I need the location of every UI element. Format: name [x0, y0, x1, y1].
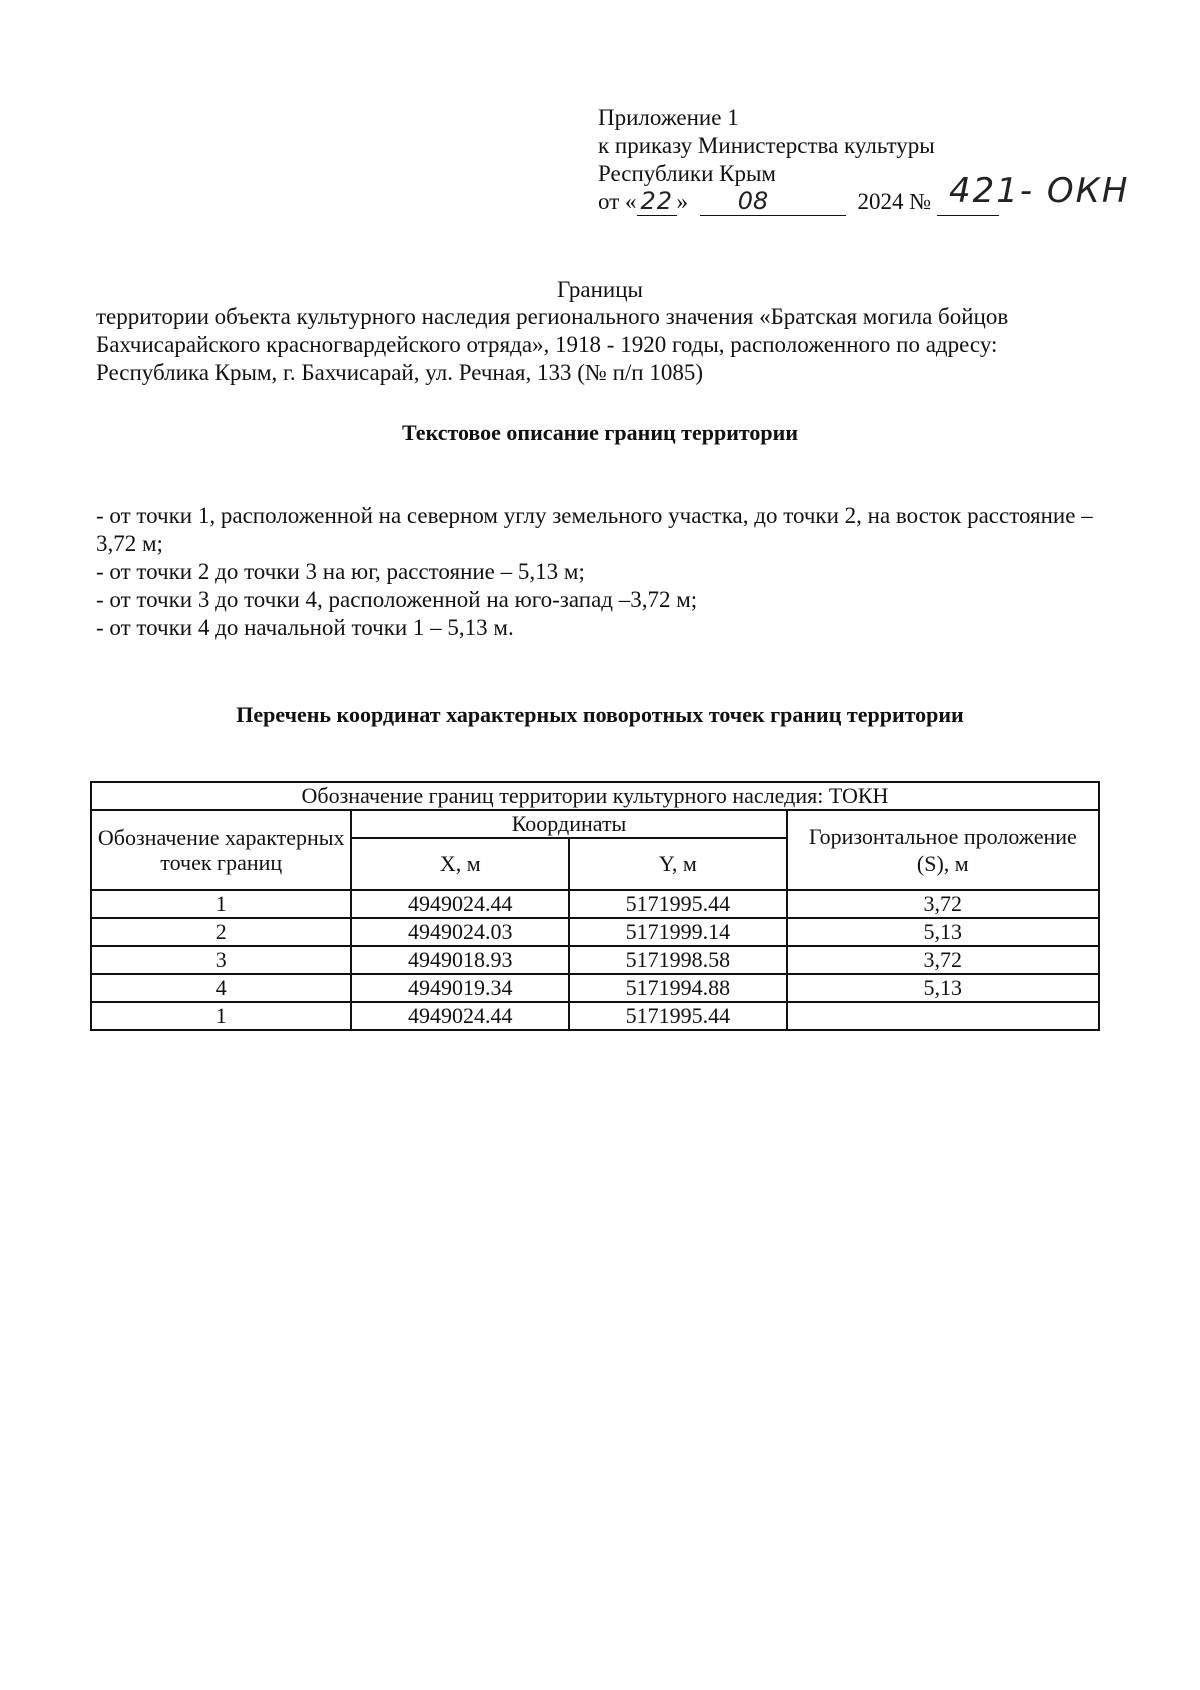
- date-mid: »: [676, 189, 688, 214]
- header-point: Обозначение характерных точек границ: [91, 810, 351, 890]
- cell-point: 2: [91, 918, 351, 946]
- cell-x: 4949018.93: [351, 946, 569, 974]
- boundary-description: [96, 502, 1106, 642]
- document-title: Границы: [557, 277, 643, 302]
- annex-line-2: к приказу Министерства культуры: [598, 133, 935, 158]
- cell-y: 5171994.88: [569, 974, 787, 1002]
- header-horizontal-distance: Горизонтальное проложение (S), м: [787, 810, 1099, 890]
- header-coordinates: Координаты: [351, 810, 786, 838]
- table-row: [91, 946, 1099, 974]
- cell-s: 3,72: [787, 946, 1099, 974]
- annex-line-1: Приложение 1: [598, 105, 739, 130]
- table-row: [91, 918, 1099, 946]
- order-number-handwritten: 421- ОКН: [948, 171, 1130, 211]
- date-day-blank: [637, 187, 677, 216]
- cell-s: 3,72: [787, 890, 1099, 918]
- cell-x: 4949024.44: [351, 890, 569, 918]
- description-item: - от точки 3 до точки 4, расположенной на юго-запад –3,72 м;: [96, 587, 698, 612]
- cell-s: 5,13: [787, 974, 1099, 1002]
- cell-y: 5171995.44: [569, 890, 787, 918]
- cell-y: 5171998.58: [569, 946, 787, 974]
- cell-y: 5171995.44: [569, 1002, 787, 1030]
- cell-point: 1: [91, 1002, 351, 1030]
- cell-x: 4949024.44: [351, 1002, 569, 1030]
- date-prefix: от «: [598, 189, 637, 214]
- text-description-title: Текстовое описание границ территории: [401, 420, 799, 445]
- date-day-handwritten: 22: [640, 187, 674, 215]
- cell-x: 4949019.34: [351, 974, 569, 1002]
- cell-point: 1: [91, 890, 351, 918]
- cell-s: [787, 1002, 1099, 1030]
- cell-point: 4: [91, 974, 351, 1002]
- table-row: [91, 974, 1099, 1002]
- coordinates-section-title: Перечень координат характерных поворотных точек границ территории: [236, 702, 964, 727]
- cell-point: 3: [91, 946, 351, 974]
- annex-header: [598, 104, 1130, 216]
- table-row: [91, 890, 1099, 918]
- order-number-blank: [937, 171, 1130, 216]
- annex-line-3: Республики Крым: [598, 161, 776, 186]
- coordinates-table: [90, 781, 1100, 1031]
- description-item: - от точки 4 до начальной точки 1 – 5,13 м.: [96, 615, 514, 640]
- table-row: [91, 1002, 1099, 1030]
- header-y: Y, м: [569, 838, 787, 890]
- date-month-blank: [700, 187, 846, 216]
- cell-y: 5171999.14: [569, 918, 787, 946]
- description-item: - от точки 2 до точки 3 на юг, расстояние – 5,13 м;: [96, 559, 585, 584]
- cell-s: 5,13: [787, 918, 1099, 946]
- document-intro: территории объекта культурного наследия регионального значения «Братская могила бойцов Бахчисарайского красногвардейского отряда», 1918 - 1920 годы, расположенного по адресу: Республика Крым, г. Бахчисарай, ул. Речная, 133 (№ п/п 1085): [96, 304, 1009, 385]
- description-item: - от точки 1, расположенной на северном углу земельного участка, до точки 2, на восток расстояние – 3,72 м;: [96, 503, 1093, 556]
- date-month-handwritten: 08: [737, 187, 769, 215]
- date-year: 2024 №: [857, 189, 932, 214]
- header-x: X, м: [351, 838, 569, 890]
- cell-x: 4949024.03: [351, 918, 569, 946]
- table-caption: Обозначение границ территории культурного наследия: ТОКН: [91, 782, 1099, 810]
